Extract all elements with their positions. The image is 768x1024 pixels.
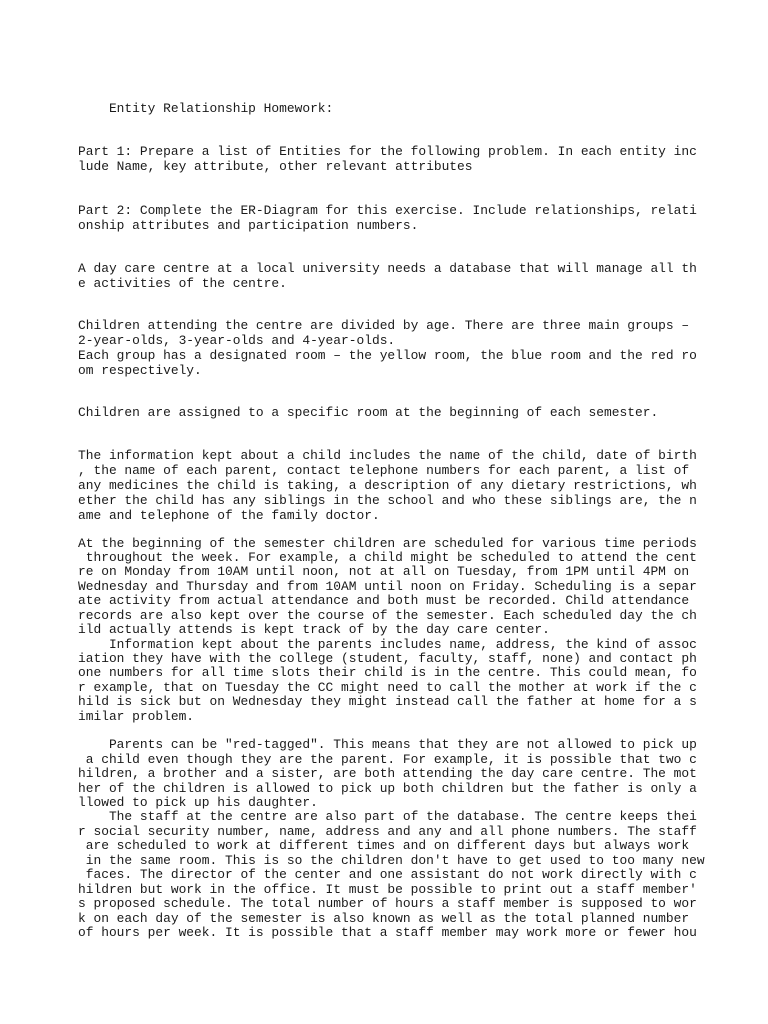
document-title: Entity Relationship Homework:	[78, 101, 334, 116]
text-line: r social security number, name, address and any and all phone numbers. The staff	[78, 824, 697, 839]
text-line: At the beginning of the semester children are scheduled for various time periods	[78, 536, 697, 551]
text-line: Parents can be "red-tagged". This means that they are not allowed to pick up	[78, 737, 697, 752]
text-line: one numbers for all time slots their child is in the centre. This could mean, fo	[78, 665, 697, 680]
text-line: Information kept about the parents includes name, address, the kind of assoc	[78, 637, 697, 652]
text-line: a child even though they are the parent. For example, it is possible that two c	[78, 752, 697, 767]
text-line: r example, that on Tuesday the CC might need to call the mother at work if the c	[78, 680, 697, 695]
text-line: Children are assigned to a specific room at the beginning of each semester.	[78, 405, 659, 420]
text-line: any medicines the child is taking, a description of any dietary restrictions, wh	[78, 478, 697, 493]
text-line: imilar problem.	[78, 709, 195, 724]
text-line: records are also kept over the course of the semester. Each scheduled day the ch	[78, 608, 697, 623]
text-line: Children attending the centre are divided by age. There are three main groups –	[78, 318, 690, 333]
text-line: om respectively.	[78, 363, 202, 378]
text-line: lude Name, key attribute, other relevant attributes	[78, 159, 473, 174]
text-line: onship attributes and participation numbers.	[78, 218, 419, 233]
text-line: ether the child has any siblings in the school and who these siblings are, the n	[78, 493, 697, 508]
text-line: iation they have with the college (student, faculty, staff, none) and contact ph	[78, 651, 697, 666]
text-line: The information kept about a child includes the name of the child, date of birth	[78, 448, 697, 463]
text-line: Wednesday and Thursday and from 10AM until noon on Friday. Scheduling is a separ	[78, 579, 697, 594]
text-line: faces. The director of the center and one assistant do not work directly with c	[78, 867, 697, 882]
text-line: ame and telephone of the family doctor.	[78, 508, 380, 523]
text-line: of hours per week. It is possible that a staff member may work more or fewer hou	[78, 925, 697, 940]
text-line: A day care centre at a local university needs a database that will manage all th	[78, 261, 697, 276]
text-line: The staff at the centre are also part of the database. The centre keeps thei	[78, 809, 697, 824]
text-line: , the name of each parent, contact telephone numbers for each parent, a list of	[78, 463, 690, 478]
text-line: ild actually attends is kept track of by the day care center.	[78, 622, 550, 637]
text-line: her of the children is allowed to pick up both children but the father is only a	[78, 781, 697, 796]
text-line: throughout the week. For example, a child might be scheduled to attend the cent	[78, 550, 697, 565]
text-line: Part 2: Complete the ER-Diagram for this exercise. Include relationships, relati	[78, 203, 697, 218]
text-line: hildren but work in the office. It must be possible to print out a staff member'	[78, 882, 697, 897]
text-line: 2-year-olds, 3-year-olds and 4-year-olds.	[78, 333, 396, 348]
text-line: e activities of the centre.	[78, 276, 287, 291]
text-line: s proposed schedule. The total number of hours a staff member is supposed to wor	[78, 896, 697, 911]
text-line: in the same room. This is so the children don't have to get used to too many new	[78, 853, 705, 868]
text-line: hildren, a brother and a sister, are both attending the day care centre. The mot	[78, 766, 697, 781]
text-line: ate activity from actual attendance and both must be recorded. Child attendance	[78, 593, 690, 608]
text-line: llowed to pick up his daughter.	[78, 795, 318, 810]
text-line: re on Monday from 10AM until noon, not at all on Tuesday, from 1PM until 4PM on	[78, 564, 690, 579]
text-line: Part 1: Prepare a list of Entities for the following problem. In each entity inc	[78, 144, 697, 159]
text-line: Each group has a designated room – the yellow room, the blue room and the red ro	[78, 348, 697, 363]
text-line: are scheduled to work at different times and on different days but always work	[78, 838, 690, 853]
text-line: hild is sick but on Wednesday they might instead call the father at home for a s	[78, 694, 697, 709]
text-line: k on each day of the semester is also known as well as the total planned number	[78, 911, 690, 926]
